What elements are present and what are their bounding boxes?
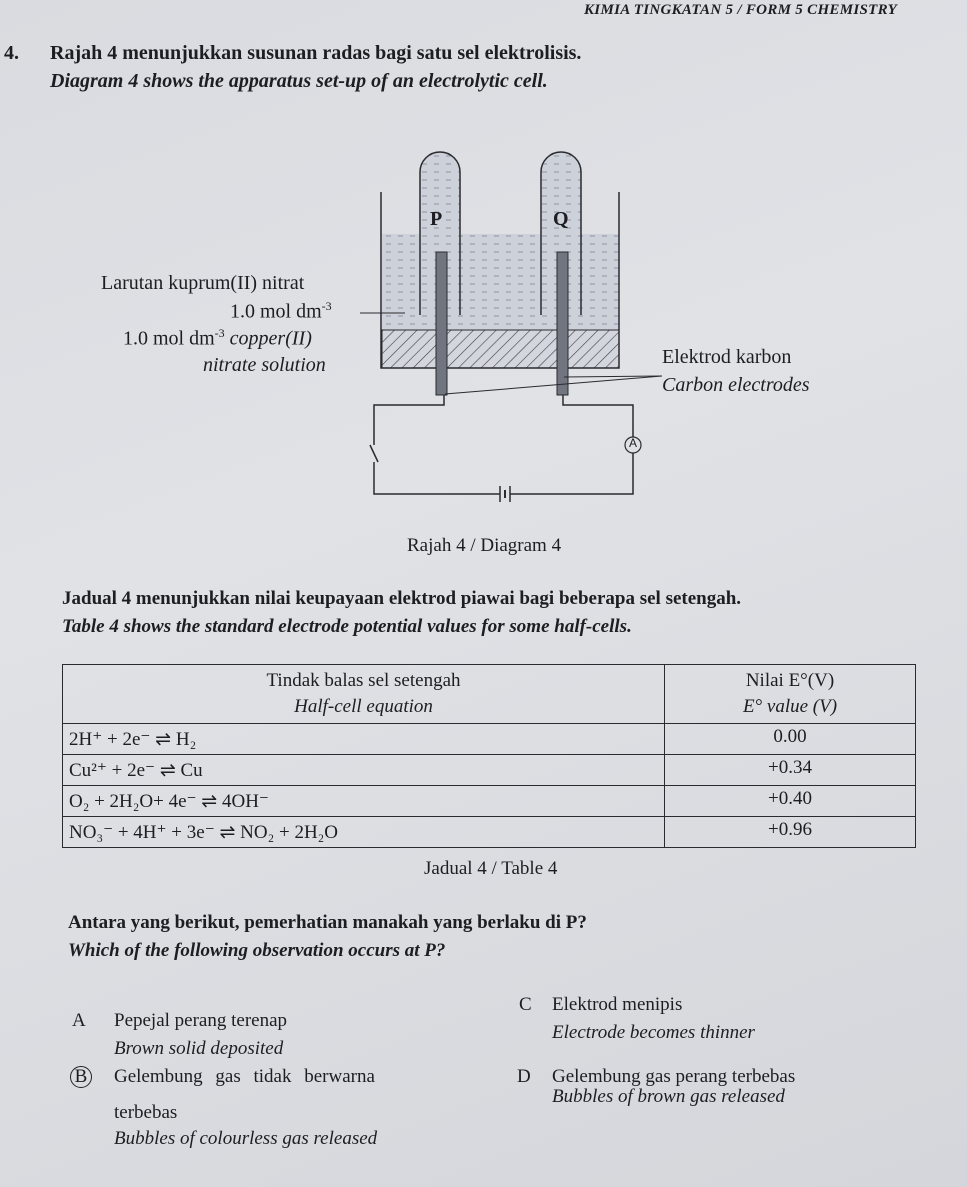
table-row (63, 786, 916, 817)
option-letter: A (72, 1010, 86, 1031)
electrode-q (557, 252, 568, 395)
ammeter-label: A (628, 436, 637, 450)
table-row (63, 755, 916, 786)
value-cell: +0.40 (665, 786, 916, 817)
equation-cell: NO₃⁻ + 4H⁺ + 3e⁻ ⇌ NO₂ + 2H₂O (63, 817, 665, 848)
value-cell: 0.00 (665, 724, 916, 755)
solution-en-conc-exp: -3 (214, 326, 225, 340)
solution-label-ms: Larutan kuprum(II) nitrat (101, 272, 305, 294)
option-text-en: Bubbles of colourless gas released (114, 1128, 378, 1149)
battery-icon (500, 486, 510, 502)
prompt-ms: Antara yang berikut, pemerhatian manakah yang berlaku di P? (68, 912, 587, 933)
option-letter-selected: B (70, 1066, 92, 1088)
solution-en-conc: 1.0 mol dm (123, 327, 215, 350)
equation-cell: O₂ + 2H₂O+ 4e⁻ ⇌ 4OH⁻ (63, 786, 665, 817)
solution-en-name: copper(II) (224, 327, 312, 350)
prompt-en: Which of the following observation occurs at P? (68, 940, 446, 961)
table-caption: Jadual 4 / Table 4 (424, 858, 558, 879)
electrode-p (436, 252, 447, 395)
solution-label-en-line1 (123, 326, 312, 351)
question-text-ms: Rajah 4 menunjukkan susunan radas bagi satu sel elektrolisis. (50, 42, 582, 64)
value-cell: +0.34 (665, 755, 916, 786)
option-letter: D (517, 1066, 531, 1087)
solution-conc-exp: -3 (321, 299, 332, 313)
option-text-en: Electrode becomes thinner (552, 1022, 755, 1043)
electrode-label-ms: Elektrod karbon (662, 346, 792, 368)
beaker (381, 192, 619, 368)
label-p: P (430, 208, 443, 230)
table-row (63, 817, 916, 848)
option-text-ms: Gelembung gas tidak berwarna (114, 1066, 375, 1087)
option-letter: C (519, 994, 532, 1015)
option-text-en: Bubbles of brown gas released (552, 1086, 785, 1107)
option-text-ms-cont: terbebas (114, 1102, 178, 1123)
option-text-ms: Elektrod menipis (552, 994, 683, 1015)
electrode-label-en: Carbon electrodes (662, 374, 810, 396)
table-intro-en: Table 4 shows the standard electrode potential values for some half-cells. (62, 616, 632, 637)
table-row (63, 724, 916, 755)
value-cell: +0.96 (665, 817, 916, 848)
page-header: KIMIA TINGKATAN 5 / FORM 5 CHEMISTRY (584, 2, 898, 18)
electrode-potential-table (62, 664, 916, 848)
question-text-en: Diagram 4 shows the apparatus set-up of an electrolytic cell. (50, 70, 548, 92)
option-text-ms: Gelembung gas perang terbebas (552, 1066, 796, 1087)
solution-label-en-line2: nitrate solution (203, 354, 326, 376)
equation-cell: 2H⁺ + 2e⁻ ⇌ H₂ (63, 724, 665, 755)
circuit-wires (370, 395, 633, 494)
solution-conc: 1.0 mol dm (230, 300, 322, 323)
option-text-en: Brown solid deposited (114, 1038, 284, 1059)
label-q: Q (553, 208, 569, 230)
header-value: Nilai E°(V) E° value (V) (665, 665, 916, 724)
equation-cell: Cu²⁺ + 2e⁻ ⇌ Cu (63, 755, 665, 786)
solution-conc-ms (230, 299, 332, 324)
diagram-caption: Rajah 4 / Diagram 4 (407, 535, 562, 556)
header-equation: Tindak balas sel setengah Half-cell equation (63, 665, 665, 724)
table-header-row (63, 665, 916, 724)
question-number: 4. (4, 42, 19, 64)
option-text-ms: Pepejal perang terenap (114, 1010, 288, 1031)
table-intro-ms: Jadual 4 menunjukkan nilai keupayaan elektrod piawai bagi beberapa sel setengah. (62, 588, 742, 609)
